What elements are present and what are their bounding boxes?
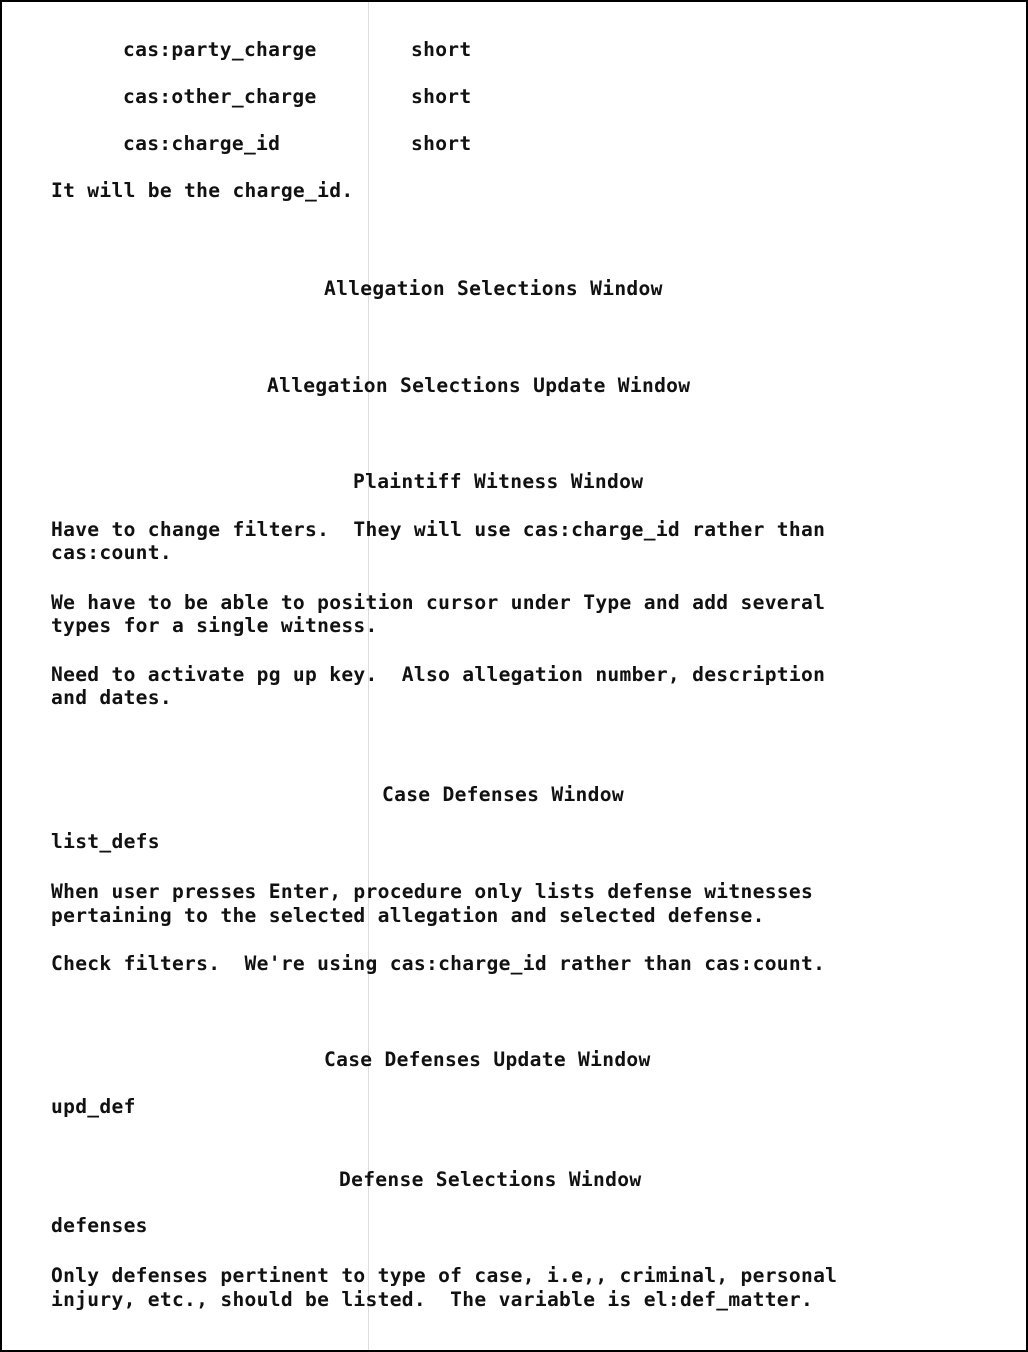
- field-type: short: [411, 85, 472, 108]
- section-heading: Case Defenses Window: [382, 783, 624, 806]
- paragraph-line: cas:count.: [51, 541, 172, 564]
- procedure-name: defenses: [51, 1214, 148, 1237]
- paragraph-line: Check filters. We're using cas:charge_id rather than cas:count.: [51, 952, 826, 975]
- field-type: short: [411, 132, 472, 155]
- section-heading: Case Defenses Update Window: [324, 1048, 651, 1071]
- field-name: cas:other_charge: [123, 85, 317, 108]
- paragraph-line: We have to be able to position cursor under Type and add several: [51, 591, 826, 614]
- procedure-name: list_defs: [51, 830, 160, 853]
- field-type: short: [411, 38, 472, 61]
- paragraph-line: When user presses Enter, procedure only lists defense witnesses: [51, 880, 814, 903]
- paragraph-line: Have to change filters. They will use cas:charge_id rather than: [51, 518, 826, 541]
- paragraph-line: Need to activate pg up key. Also allegation number, description: [51, 663, 826, 686]
- section-heading: Allegation Selections Window: [324, 277, 663, 300]
- paragraph-line: Only defenses pertinent to type of case, i.e,, criminal, personal: [51, 1264, 838, 1287]
- field-name: cas:party_charge: [123, 38, 317, 61]
- section-heading: Defense Selections Window: [339, 1168, 642, 1191]
- charge-note: It will be the charge_id.: [51, 179, 354, 202]
- section-heading: Plaintiff Witness Window: [353, 470, 644, 493]
- paragraph-line: injury, etc., should be listed. The variable is el:def_matter.: [51, 1288, 814, 1311]
- paragraph-line: types for a single witness.: [51, 614, 378, 637]
- paragraph-line: pertaining to the selected allegation and selected defense.: [51, 904, 765, 927]
- section-heading: Allegation Selections Update Window: [267, 374, 691, 397]
- field-name: cas:charge_id: [123, 132, 281, 155]
- procedure-name: upd_def: [51, 1095, 136, 1118]
- paragraph-line: and dates.: [51, 686, 172, 709]
